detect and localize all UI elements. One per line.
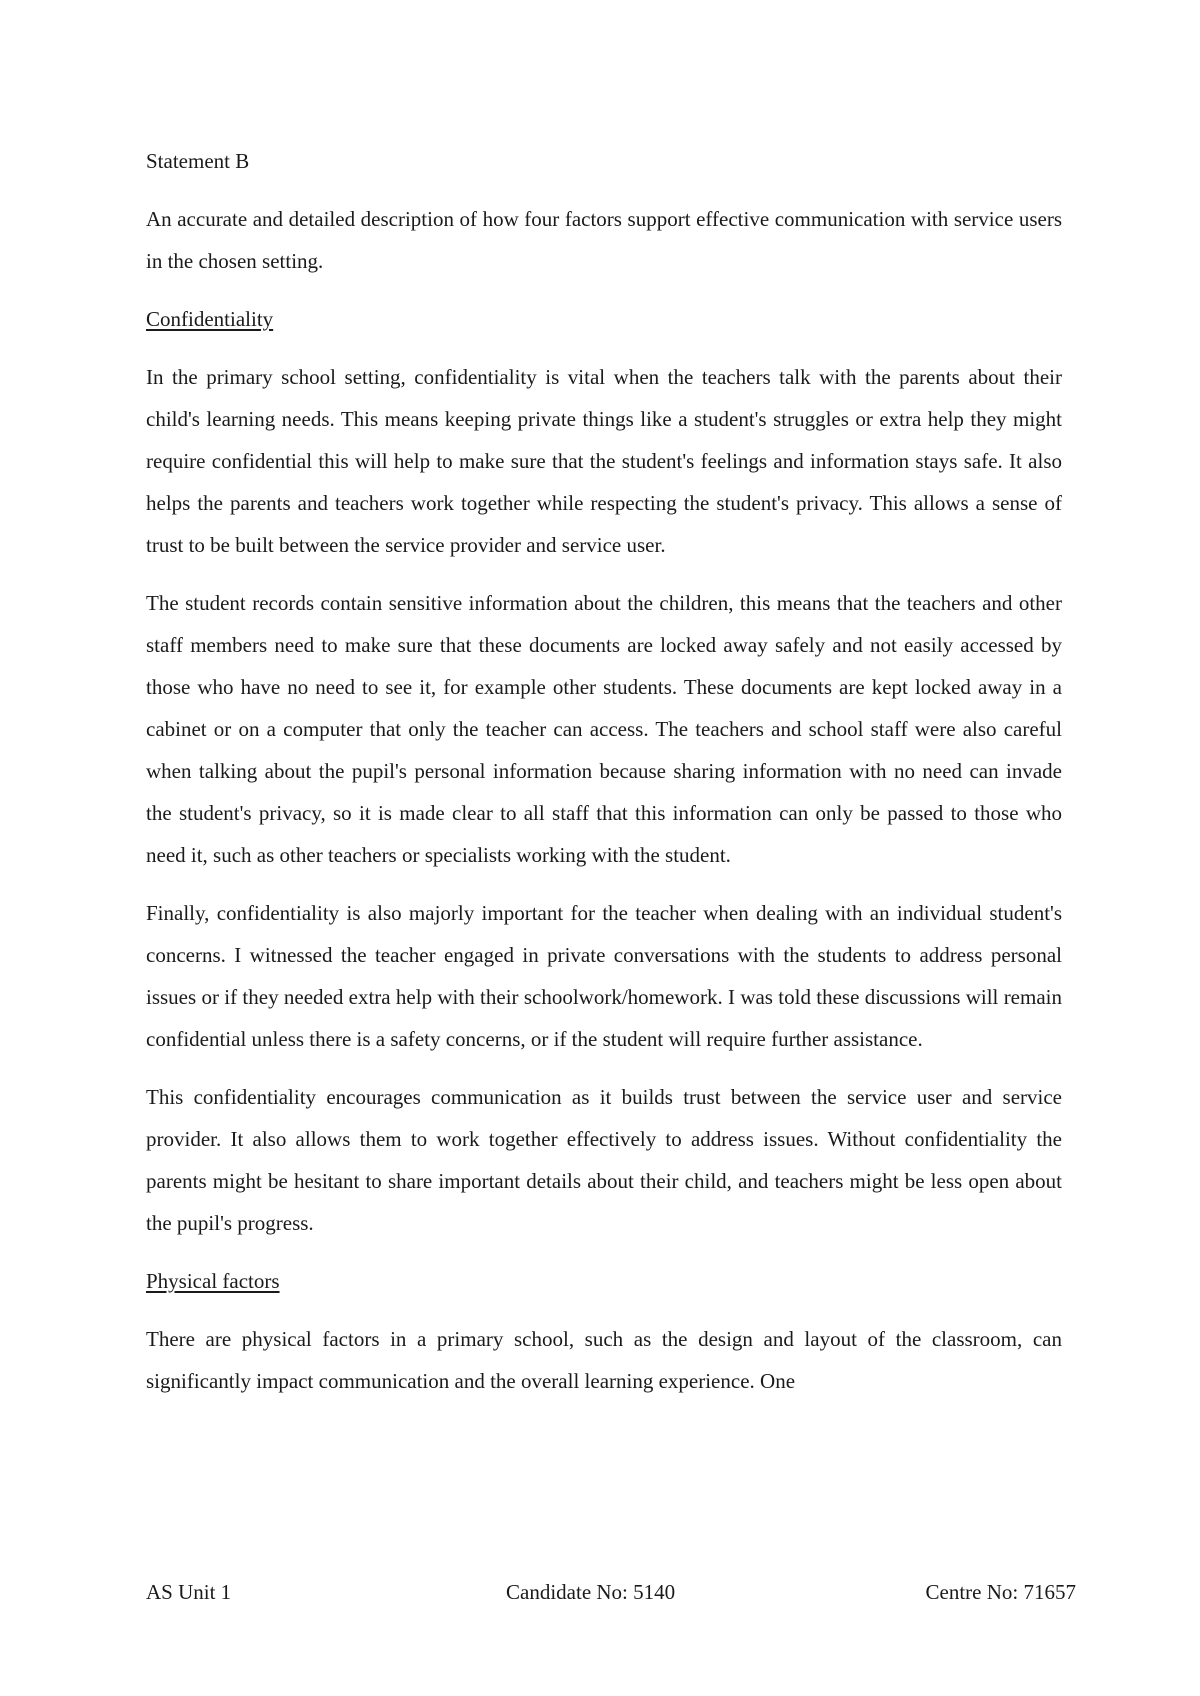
footer-unit: AS Unit 1 [146, 1580, 232, 1604]
confidentiality-paragraph-2: The student records contain sensitive information about the children, this means that the teachers and other staff members need to make sure that these documents are locked away safely and not easily accessed by those who have no need to see it, for example other students. These documents are kept locked away in a cabinet or on a computer that only the teacher can access. The teachers and school staff were also careful when talking about the pupil's personal information because sharing information with no need can invade the student's privacy, so it is made clear to all staff that this information can only be passed to those who need it, such as other teachers or specialists working with the student. [146, 591, 1062, 867]
physical-factors-paragraph-1: There are physical factors in a primary school, such as the design and layout of the classroom, can significantly impact communication and the overall learning experience. One [146, 1327, 1062, 1393]
confidentiality-paragraph-3: Finally, confidentiality is also majorly important for the teacher when dealing with an individual student's concerns. I witnessed the teacher engaged in private conversations with the students to address personal issues or if they needed extra help with their schoolwork/homework. I was told these discussions will remain confidential unless there is a safety concerns, or if the student will require further assistance. [146, 901, 1062, 1051]
page-footer [0, 1572, 1200, 1612]
document-body [146, 140, 1062, 1402]
statement-description: An accurate and detailed description of how four factors support effective communication with service users in the chosen setting. [146, 207, 1062, 273]
statement-title: Statement B [146, 149, 250, 173]
confidentiality-paragraph-4: This confidentiality encourages communication as it builds trust between the service user and service provider. It also allows them to work together effectively to address issues. Without confidentiality the parents might be hesitant to share important details about their child, and teachers might be less open about the pupil's progress. [146, 1085, 1062, 1235]
confidentiality-heading: Confidentiality [146, 307, 274, 331]
physical-factors-heading: Physical factors [146, 1269, 280, 1293]
footer-centre-number: Centre No: 71657 [925, 1580, 1076, 1604]
confidentiality-paragraph-1: In the primary school setting, confidentiality is vital when the teachers talk with the parents about their child's learning needs. This means keeping private things like a student's struggles or extra help they might require confidential this will help to make sure that the student's feelings and information stays safe. It also helps the parents and teachers work together while respecting the student's privacy. This allows a sense of trust to be built between the service provider and service user. [146, 365, 1062, 557]
footer-candidate-number: Candidate No: 5140 [506, 1580, 676, 1604]
